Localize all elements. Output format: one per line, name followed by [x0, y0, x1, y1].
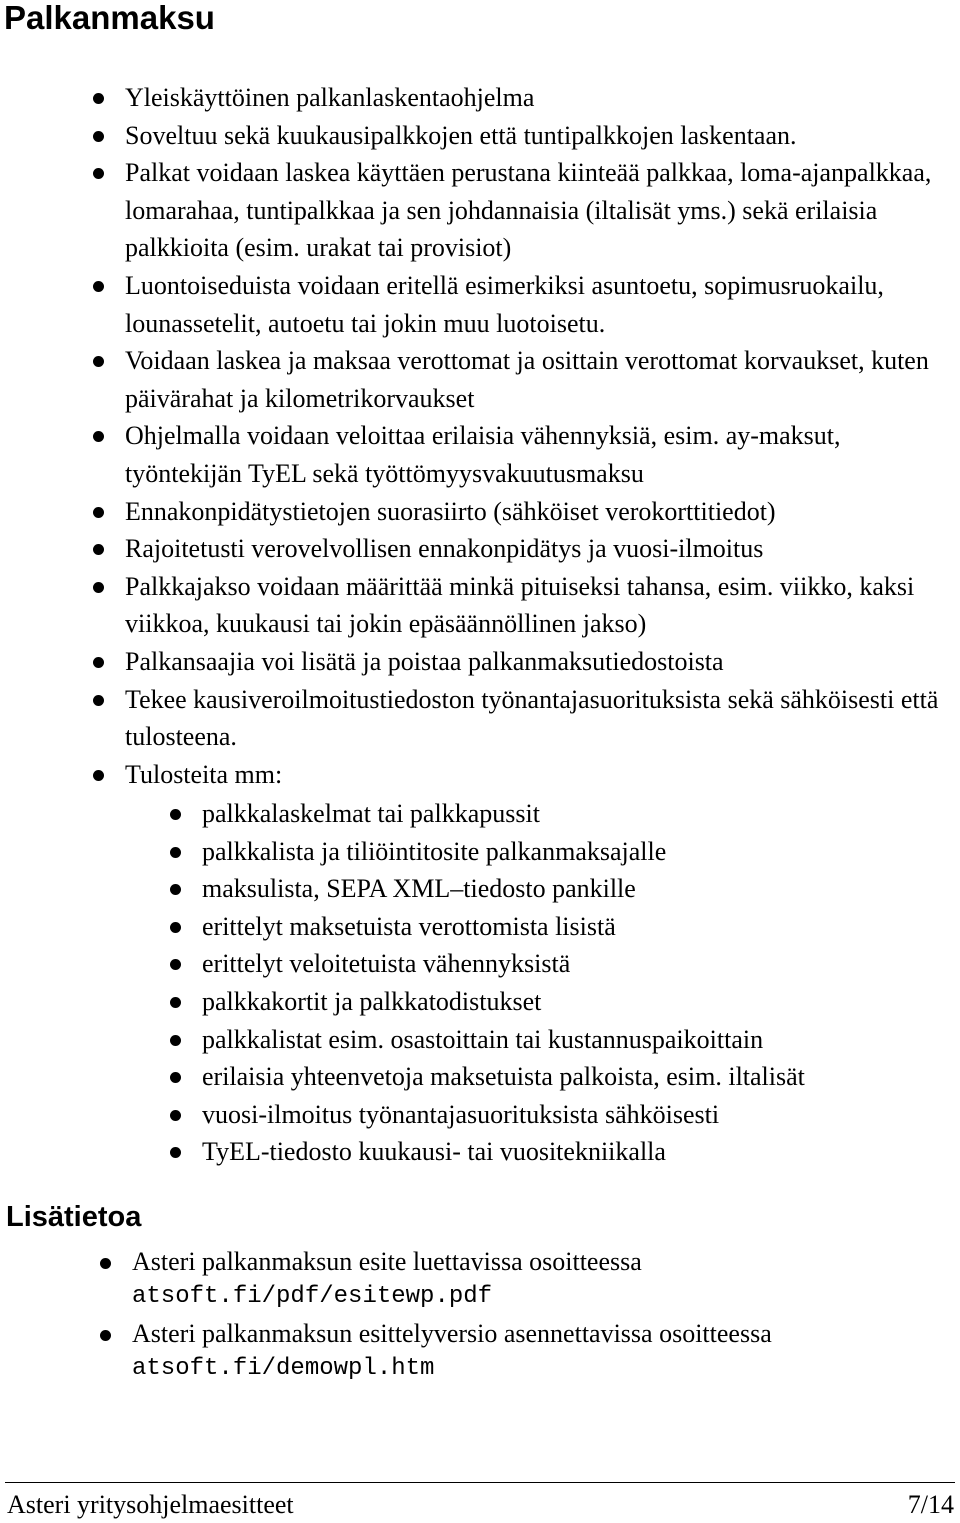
- list-item: Tekee kausiveroilmoitustiedoston työnantajasuorituksista sekä sähköisesti että tulosteena.: [125, 681, 957, 756]
- list-item: [132, 1316, 952, 1386]
- list-item: palkkakortit ja palkkatodistukset: [202, 983, 942, 1021]
- list-item: Palkkajakso voidaan määrittää minkä pituiseksi tahansa, esim. viikko, kaksi viikkoa, kuukausi tai jokin epäsäännöllinen jakso): [125, 568, 957, 643]
- list-item: Voidaan laskea ja maksaa verottomat ja osittain verottomat korvaukset, kuten päivärahat ja kilometrikorvaukset: [125, 342, 957, 417]
- feature-list: [125, 79, 957, 793]
- bullet-icon: [93, 582, 104, 593]
- list-item: vuosi-ilmoitus työnantajasuorituksista sähköisesti: [202, 1096, 942, 1134]
- info-text: Asteri palkanmaksun esittelyversio asennettavissa osoitteessa: [132, 1319, 772, 1348]
- bullet-icon: [170, 997, 181, 1008]
- list-item: maksulista, SEPA XML–tiedosto pankille: [202, 870, 942, 908]
- list-item: erilaisia yhteenvetoja maksetuista palkoista, esim. iltalisät: [202, 1058, 942, 1096]
- bullet-icon: [93, 281, 104, 292]
- demo-link[interactable]: atsoft.fi/demowpl.htm: [132, 1355, 435, 1382]
- bullet-icon: [170, 809, 181, 820]
- bullet-icon: [170, 922, 181, 933]
- bullet-icon: [100, 1258, 111, 1269]
- list-item: palkkalista ja tiliöintitosite palkanmaksajalle: [202, 833, 942, 871]
- list-item: palkkalistat esim. osastoittain tai kustannuspaikoittain: [202, 1021, 942, 1059]
- bullet-icon: [93, 695, 104, 706]
- bullet-icon: [170, 1072, 181, 1083]
- bullet-icon: [100, 1330, 111, 1341]
- list-item: erittelyt veloitetuista vähennyksistä: [202, 945, 942, 983]
- list-item: Ohjelmalla voidaan veloittaa erilaisia vähennyksiä, esim. ay-maksut, työntekijän TyEL sekä työttömyysvakuutusmaksu: [125, 417, 957, 492]
- list-item: erittelyt maksetuista verottomista lisistä: [202, 908, 942, 946]
- bullet-icon: [93, 770, 104, 781]
- list-item: palkkalaskelmat tai palkkapussit: [202, 795, 942, 833]
- list-item: Ennakonpidätystietojen suorasiirto (sähköiset verokorttitiedot): [125, 493, 957, 531]
- bullet-icon: [170, 1147, 181, 1158]
- list-item: Yleiskäyttöinen palkanlaskentaohjelma: [125, 79, 957, 117]
- bullet-icon: [93, 93, 104, 104]
- bullet-icon: [170, 959, 181, 970]
- bullet-icon: [93, 431, 104, 442]
- page-title: Palkanmaksu: [4, 0, 215, 36]
- footer-title: Asteri yritysohjelmaesitteet: [7, 1490, 294, 1519]
- list-item: Palkat voidaan laskea käyttäen perustana kiinteää palkkaa, loma-ajanpalkkaa, lomarahaa, tuntipalkkaa ja sen johdannaisia (iltalisät yms.) sekä erilaisia palkkioita (esim. urakat tai provisiot): [125, 154, 957, 267]
- list-item: [132, 1244, 952, 1314]
- bullet-icon: [93, 168, 104, 179]
- list-item: Palkansaajia voi lisätä ja poistaa palkanmaksutiedostoista: [125, 643, 957, 681]
- reports-list: [202, 795, 942, 1171]
- brochure-link[interactable]: atsoft.fi/pdf/esitewp.pdf: [132, 1283, 493, 1310]
- bullet-icon: [170, 884, 181, 895]
- info-text: Asteri palkanmaksun esite luettavissa osoitteessa: [132, 1247, 642, 1276]
- list-item: Rajoitetusti verovelvollisen ennakonpidätys ja vuosi-ilmoitus: [125, 530, 957, 568]
- list-item: Luontoiseduista voidaan eritellä esimerkiksi asuntoetu, sopimusruokailu, lounassetelit, autoetu tai jokin muu luotoisetu.: [125, 267, 957, 342]
- bullet-icon: [93, 544, 104, 555]
- more-info-list: [132, 1244, 952, 1388]
- page-number: 7/14: [907, 1490, 954, 1519]
- list-item: Tulosteita mm:: [125, 756, 957, 794]
- bullet-icon: [93, 657, 104, 668]
- more-info-heading: Lisätietoa: [6, 1201, 142, 1233]
- list-item: TyEL-tiedosto kuukausi- tai vuositekniikalla: [202, 1133, 942, 1171]
- bullet-icon: [170, 1035, 181, 1046]
- bullet-icon: [93, 356, 104, 367]
- bullet-icon: [170, 1110, 181, 1121]
- footer-divider: [5, 1482, 955, 1483]
- bullet-icon: [170, 847, 181, 858]
- bullet-icon: [93, 507, 104, 518]
- list-item: Soveltuu sekä kuukausipalkkojen että tuntipalkkojen laskentaan.: [125, 117, 957, 155]
- bullet-icon: [93, 131, 104, 142]
